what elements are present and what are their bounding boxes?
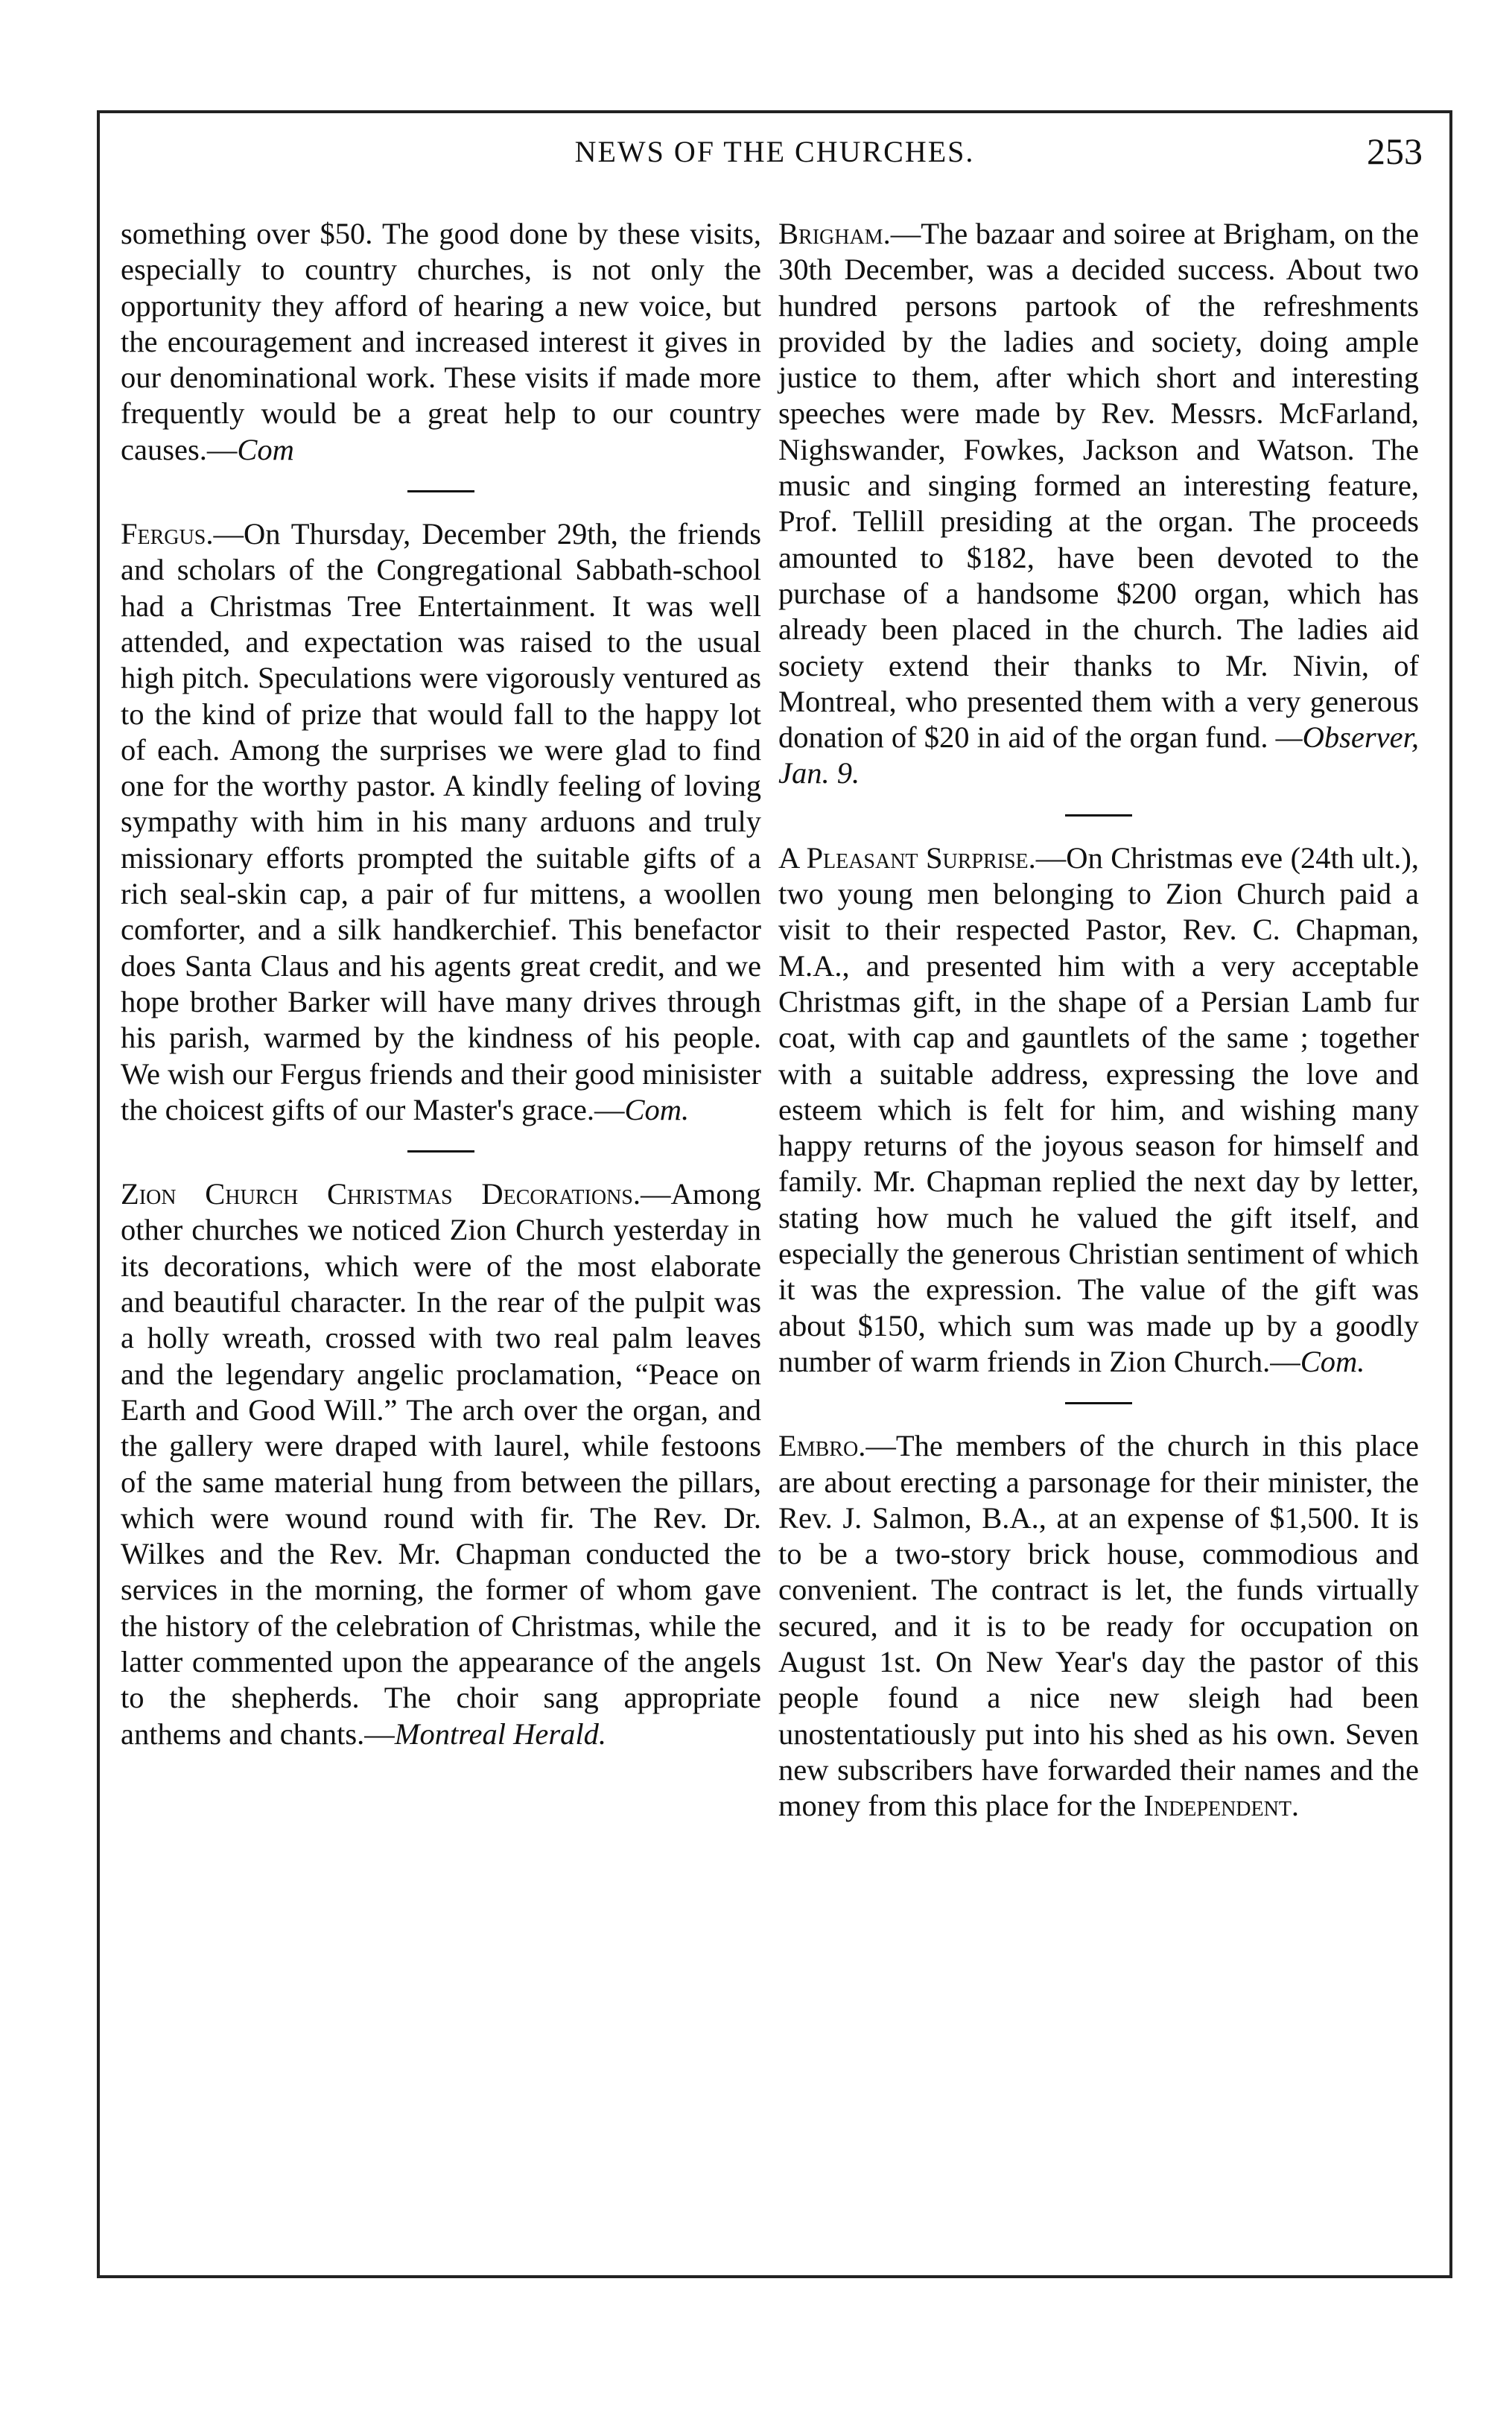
- zion-heading: Zion Church Christmas Decorations.: [121, 1177, 641, 1211]
- intro-signature: Com: [237, 432, 294, 466]
- embro-article: [778, 1428, 1419, 1824]
- fergus-article: [121, 516, 761, 1128]
- section-divider: [407, 490, 474, 492]
- fergus-body: —On Thursday, December 29th, the friends and scholars of the Congregational Sabbath-school had a Christmas Tree Entertainment. It was well attended, and expectation was raised to the usual high pitch. Speculations were vigorously ventured as to the kind of prize that would fall to the happy lot of each. Among the surprises we were glad to find one for the worthy pastor. A kindly feeling of loving sympathy with him in his many arduons and truly missionary efforts prompted the suitable gifts of a rich seal-skin cap, a pair of fur mittens, a woollen comforter, and a silk handkerchief. This benefactor does Santa Claus and his agents great credit, and we hope brother Barker will have many drives through his parish, warmed by the kindness of his people. We wish our Fergus friends and their good minisister the choicest gifts of our Master's grace.—: [121, 517, 761, 1126]
- section-divider: [1065, 814, 1132, 817]
- fergus-signature: Com.: [624, 1092, 690, 1126]
- fergus-heading: Fergus.: [121, 517, 214, 551]
- page-number: 253: [1367, 130, 1423, 172]
- brigham-body: —The bazaar and soiree at Brigham, on the 30th December, was a decided success. About two hundred persons partook of the refreshments provided by the ladies and society, doing ample justice to them, after which short and interesting speeches were made by Rev. Messrs. McFarland, Nighswander, Fowkes, Jackson and Watson. The music and singing formed an interesting feature, Prof. Tellill presiding at the organ. The proceeds amounted to $182, have been devoted to the purchase of a handsome $200 organ, which has already been placed in the church. The ladies aid society extend their thanks to Mr. Nivin, of Montreal, who presented them with a very generous donation of $20 in aid of the organ fund.: [778, 217, 1419, 755]
- running-header: [119, 130, 1430, 186]
- surprise-heading: A Pleasant Surprise.: [778, 840, 1036, 875]
- publication-name: Independent.: [1143, 1789, 1300, 1823]
- brigham-heading: Brigham.: [778, 217, 891, 250]
- page-frame-right: [1449, 110, 1452, 2278]
- surprise-signature: Com.: [1300, 1344, 1365, 1378]
- zion-signature: Montreal Herald.: [394, 1716, 607, 1751]
- brigham-article: [778, 216, 1419, 792]
- page-frame-top: [97, 110, 1452, 113]
- right-column: [778, 216, 1419, 1824]
- embro-heading: Embro.: [778, 1429, 866, 1463]
- zion-body: —Among other churches we noticed Zion Church yesterday in its decorations, which were of the most elaborate and beautiful character. In the rear of the pulpit was a holly wreath, crossed with two real palm leaves and the legendary angelic proclamation, “Peace on Earth and Good Will.” The arch over the organ, and the gallery were draped with laurel, while festoons of the same material hung from between the pillars, which were wound round with fir. The Rev. Dr. Wilkes and the Rev. Mr. Chapman conducted the services in the morning, the former of whom gave the history of the celebration of Christmas, while the latter commented upon the appearance of the angels to the shepherds. The choir sang appropriate anthems and chants.—: [121, 1177, 761, 1751]
- surprise-article: [778, 840, 1419, 1380]
- brigham-signature: —Observer, Jan. 9.: [778, 720, 1419, 790]
- running-title: NEWS OF THE CHURCHES.: [574, 135, 975, 168]
- left-column: [121, 216, 761, 1752]
- section-divider: [1065, 1402, 1132, 1404]
- surprise-body: —On Christmas eve (24th ult.), two young men belonging to Zion Church paid a visit to their respected Pastor, Rev. C. Chapman, M.A., and presented him with a very acceptable Christmas gift, in the shape of a Persian Lamb fur coat, with cap and gauntlets of the same ; together with a suitable address, expressing the love and esteem which is felt for him, and wishing many happy returns of the joyous season for himself and family. Mr. Chapman replied the next day by letter, stating how much he valued the gift itself, and especially the generous Christian sentiment of which it was the expression. The value of the gift was about $150, which sum was made up by a goodly number of warm friends in Zion Church.—: [778, 840, 1419, 1378]
- intro-paragraph: [121, 216, 761, 468]
- zion-article: [121, 1176, 761, 1752]
- embro-body: —The members of the church in this place are about erecting a parsonage for their minister, the Rev. J. Salmon, B.A., at an expense of $1,500. It is to be a two-story brick house, commodious and convenient. The contract is let, the funds virtually secured, and it is to be ready for occupation on August 1st. On New Year's day the pastor of this people found a nice new sleigh had been unostentatiously put into his shed as his own. Seven new subscribers have forwarded their names and the money from this place for the: [778, 1429, 1419, 1823]
- intro-body: something over $50. The good done by these visits, especially to country churches, is not only the opportunity they afford of hearing a new voice, but the encouragement and increased interest it gives in our denominational work. These visits if made more frequently would be a great help to our country causes.—: [121, 217, 761, 466]
- section-divider: [407, 1150, 474, 1153]
- page-frame-bottom: [97, 2275, 1452, 2278]
- page-frame-left: [97, 110, 100, 2278]
